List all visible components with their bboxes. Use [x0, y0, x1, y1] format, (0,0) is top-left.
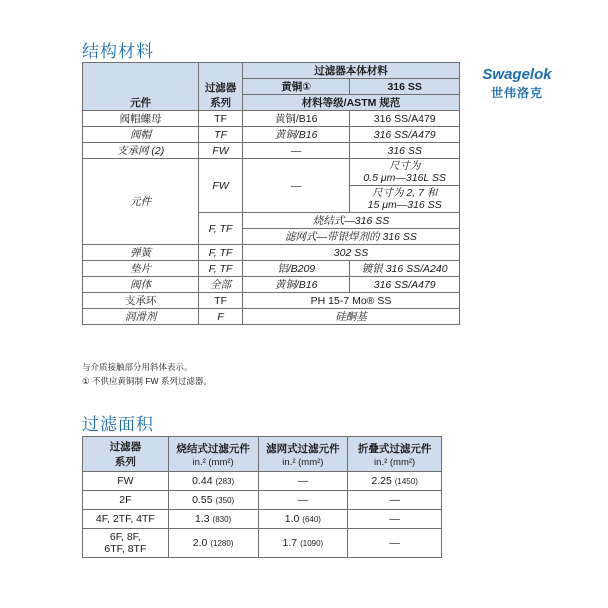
cell-316ss-line2: 15 μm—316 SS — [367, 199, 442, 211]
cell-component: 阀体 — [83, 277, 199, 293]
cell-series: 4F, 2TF, 4TF — [83, 510, 169, 529]
cell-metric: (283) — [215, 477, 235, 486]
cell-metric: (350) — [215, 496, 235, 505]
table-row — [83, 491, 442, 510]
cell-series: 全部 — [199, 277, 243, 293]
header-body-material: 过滤器本体材料 — [242, 63, 459, 79]
header-series — [199, 63, 243, 111]
header-series-line2: 系列 — [210, 97, 232, 109]
filter-area-table — [82, 436, 442, 558]
table-row — [83, 159, 460, 186]
cell-pleated — [348, 529, 442, 558]
table-row — [83, 309, 460, 325]
area-header-sintered-label: 烧结式过滤元件 — [176, 442, 250, 455]
cell-316ss: 316 SS/A479 — [350, 277, 460, 293]
cell-series — [83, 529, 169, 558]
cell-material: 烧结式—316 SS — [242, 213, 459, 229]
cell-component: 阀帽 — [83, 127, 199, 143]
cell-value: — — [297, 475, 309, 487]
cell-component: 支承网 (2) — [83, 143, 199, 159]
cell-component: 垫片 — [83, 261, 199, 277]
table-row — [83, 277, 460, 293]
cell-series: 2F — [83, 491, 169, 510]
cell-pleated — [348, 472, 442, 491]
cell-316ss: 镀银 316 SS/A240 — [350, 261, 460, 277]
table-row — [83, 529, 442, 558]
cell-series: FW — [199, 159, 243, 213]
cell-brass: — — [242, 159, 349, 213]
cell-series-line2: 6TF, 8TF — [104, 543, 147, 555]
cell-component: 润滑剂 — [83, 309, 199, 325]
cell-316ss-line1: 尺寸为 — [388, 160, 421, 172]
table-row — [83, 472, 442, 491]
area-header-series — [83, 437, 169, 472]
cell-sintered — [168, 529, 258, 558]
area-header-screen-label: 滤网式过滤元件 — [266, 442, 340, 455]
cell-series: TF — [199, 127, 243, 143]
cell-brass: — — [242, 143, 349, 159]
header-316ss: 316 SS — [350, 79, 460, 95]
cell-value: 2.25 — [371, 475, 392, 487]
cell-316ss: 316 SS/A479 — [350, 127, 460, 143]
cell-screen — [258, 472, 348, 491]
area-header-pleated — [348, 437, 442, 472]
logo-text-en: Swagelok — [482, 66, 552, 83]
cell-component: 元件 — [83, 159, 199, 245]
area-header-series-line2: 系列 — [114, 456, 136, 468]
cell-material: 滤网式—带银焊剂的 316 SS — [242, 229, 459, 245]
area-header-screen — [258, 437, 348, 472]
cell-component: 弹簧 — [83, 245, 199, 261]
header-grade: 材料等级/ASTM 规范 — [242, 95, 459, 111]
swagelok-logo — [476, 66, 558, 101]
cell-sintered — [168, 472, 258, 491]
table-row — [83, 127, 460, 143]
cell-brass: 黄铜/B16 — [242, 277, 349, 293]
cell-screen — [258, 529, 348, 558]
cell-component: 支承环 — [83, 293, 199, 309]
cell-series: TF — [199, 111, 243, 127]
header-series-line1: 过滤器 — [204, 82, 237, 94]
cell-series: F, TF — [199, 261, 243, 277]
cell-value: 2.0 — [192, 537, 208, 549]
cell-brass: 铝/B209 — [242, 261, 349, 277]
cell-value: — — [389, 494, 400, 506]
area-header-pleated-label: 折叠式过滤元件 — [357, 442, 432, 455]
cell-brass: 黄铜/B16 — [242, 127, 349, 143]
cell-316ss-line2: 0.5 μm—316L SS — [363, 172, 446, 184]
cell-value: 0.44 — [192, 475, 213, 487]
table-row — [83, 261, 460, 277]
cell-brass: 黄铜/B16 — [242, 111, 349, 127]
cell-metric: (830) — [212, 515, 232, 524]
materials-table — [82, 62, 460, 325]
logo-text-cn: 世伟洛克 — [490, 86, 543, 100]
table-row — [83, 510, 442, 529]
cell-value: 0.55 — [192, 494, 213, 506]
header-brass: 黄铜① — [242, 79, 349, 95]
cell-screen — [258, 491, 348, 510]
cell-316ss-line1: 尺寸为 2, 7 和 — [372, 187, 438, 199]
cell-series: F, TF — [199, 245, 243, 261]
cell-value: 1.3 — [195, 513, 210, 525]
cell-316ss — [350, 159, 460, 186]
cell-value: 1.0 — [284, 513, 300, 525]
cell-series: TF — [199, 293, 243, 309]
cell-316ss: 316 SS/A479 — [350, 111, 460, 127]
cell-screen — [258, 510, 348, 529]
cell-316ss: 316 SS — [350, 143, 460, 159]
cell-value: — — [297, 494, 309, 506]
cell-material: PH 15-7 Mo® SS — [242, 293, 459, 309]
footnote-brass: ① 不供应黄铜制 FW 系列过滤器。 — [82, 376, 212, 386]
cell-series: FW — [83, 472, 169, 491]
cell-pleated — [348, 510, 442, 529]
area-header-unit: in.² (mm²) — [192, 456, 234, 468]
header-component: 元件 — [83, 63, 199, 111]
cell-metric: (1280) — [210, 539, 234, 548]
cell-series: F, TF — [199, 213, 243, 245]
table-row — [83, 293, 460, 309]
area-header-sintered — [168, 437, 258, 472]
cell-series: F — [199, 309, 243, 325]
cell-material: 硅酮基 — [242, 309, 459, 325]
area-header-series-line1: 过滤器 — [109, 441, 142, 453]
cell-sintered — [168, 510, 258, 529]
cell-material: 302 SS — [242, 245, 459, 261]
footnote-italic: 与介质接触部分用斜体表示。 — [82, 362, 193, 372]
cell-value: — — [389, 513, 400, 525]
area-header-unit: in.² (mm²) — [374, 456, 416, 468]
area-header-unit: in.² (mm²) — [282, 456, 324, 468]
cell-metric: (1090) — [300, 539, 324, 548]
cell-sintered — [168, 491, 258, 510]
table-row — [83, 111, 460, 127]
cell-series-line1: 6F, 8F, — [109, 531, 141, 543]
cell-value: — — [389, 537, 400, 549]
cell-series: FW — [199, 143, 243, 159]
section-title-filter-area: 过滤面积 — [82, 415, 154, 434]
cell-metric: (1450) — [394, 477, 418, 486]
section-title-materials: 结构材料 — [82, 42, 154, 61]
table-row — [83, 143, 460, 159]
cell-pleated — [348, 491, 442, 510]
table-row — [83, 245, 460, 261]
cell-metric: (640) — [302, 515, 321, 524]
cell-value: 1.7 — [282, 537, 298, 549]
cell-316ss — [350, 186, 460, 213]
cell-component: 阀帽螺母 — [83, 111, 199, 127]
